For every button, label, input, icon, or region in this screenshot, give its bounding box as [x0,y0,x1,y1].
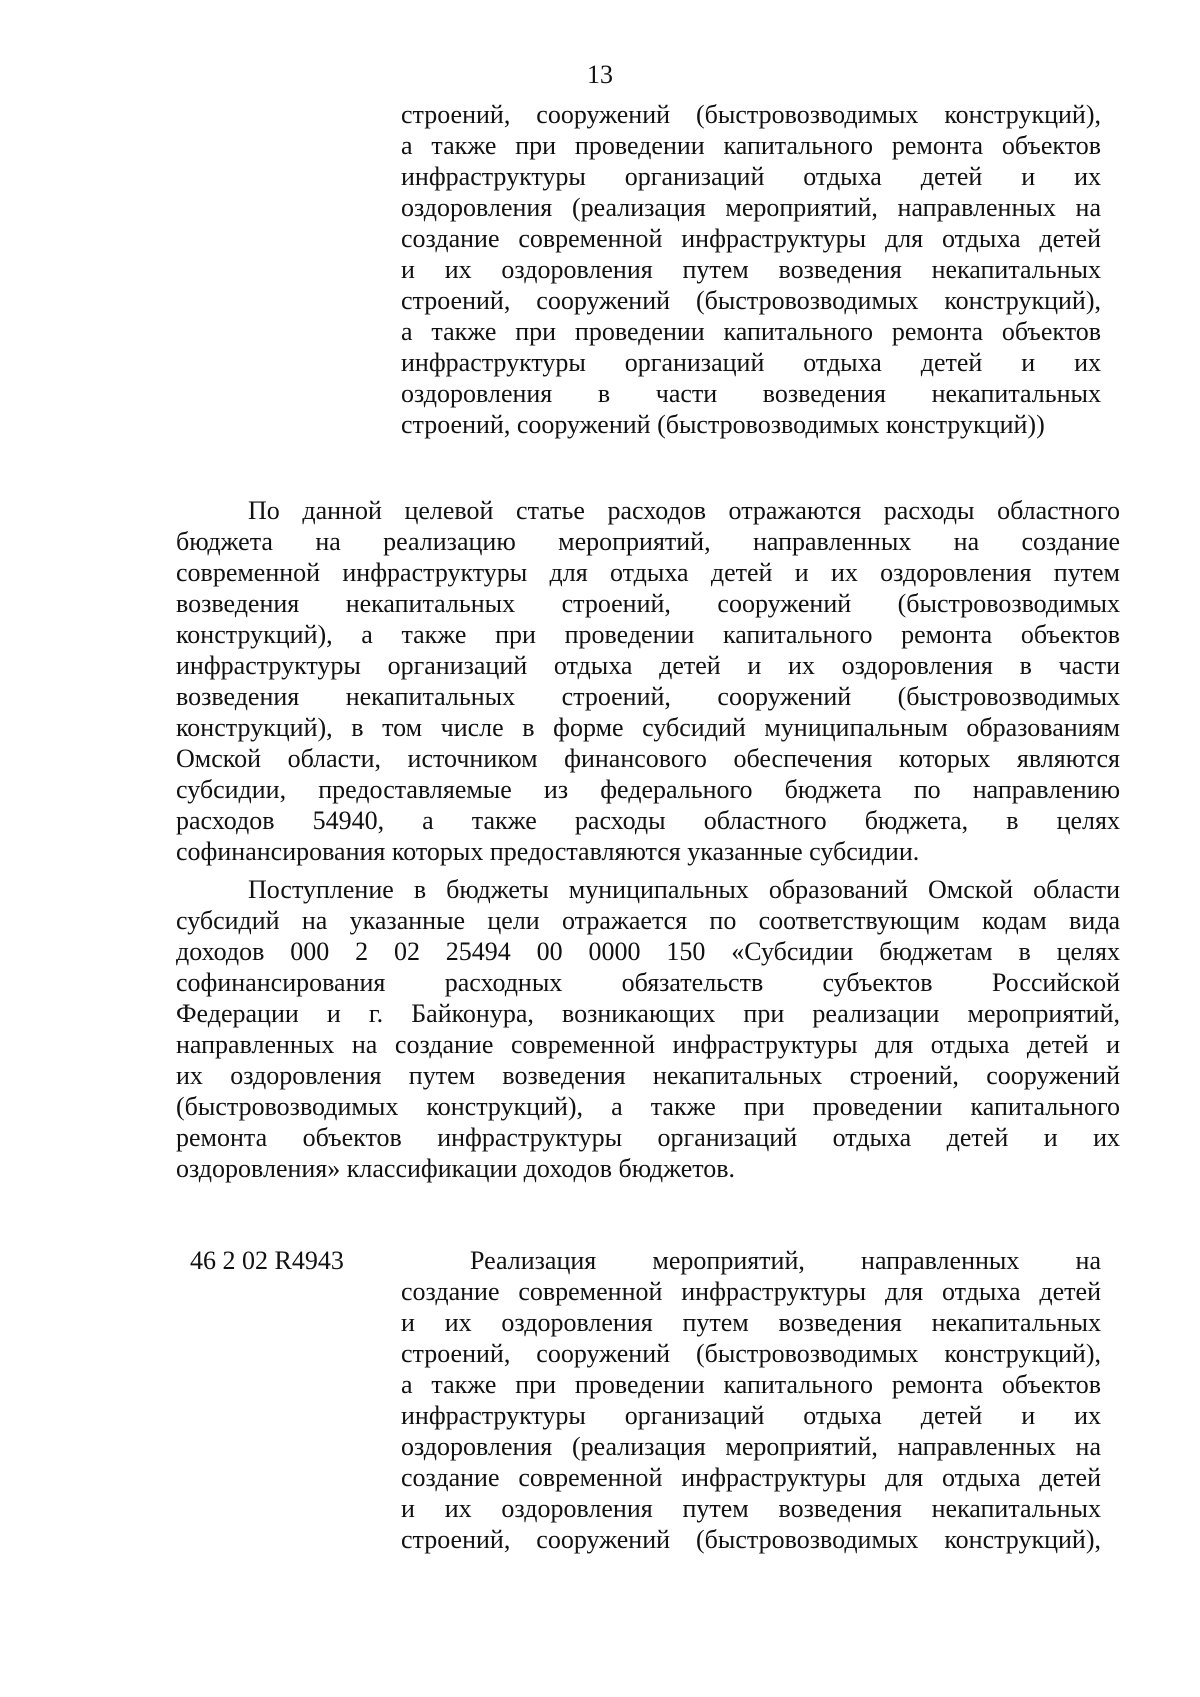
block1-line: и их оздоровления путем возведения некапитальных [401,255,1101,284]
block1-line: инфраструктуры организаций отдыха детей и их [401,348,1101,377]
paragraph1-line: инфраструктуры организаций отдыха детей и их оздоровления в части [176,651,1120,680]
block1-line: строений, сооружений (быстровозводимых конструкций), [401,286,1101,315]
entry2-line: строений, сооружений (быстровозводимых конструкций), [401,1339,1101,1368]
paragraph1-line: бюджета на реализацию мероприятий, направленных на создание [176,527,1120,556]
block1-line: создание современной инфраструктуры для отдыха детей [401,224,1101,253]
entry2-line: и их оздоровления путем возведения некапитальных [401,1494,1101,1523]
entry2-line: инфраструктуры организаций отдыха детей и их [401,1401,1101,1430]
block1-line: строений, сооружений (быстровозводимых конструкций), [401,100,1101,129]
paragraph2-line: их оздоровления путем возведения некапитальных строений, сооружений [176,1061,1120,1090]
page-number: 13 [587,60,613,89]
paragraph2-line: софинансирования расходных обязательств субъектов Российской [176,968,1120,997]
block1-line: строений, сооружений (быстровозводимых конструкций)) [401,410,1045,439]
paragraph1-line: современной инфраструктуры для отдыха детей и их оздоровления путем [176,558,1120,587]
paragraph2-line: субсидий на указанные цели отражается по соответствующим кодам вида [176,906,1120,935]
paragraph1-line: возведения некапитальных строений, сооружений (быстровозводимых [176,589,1120,618]
paragraph1-line: возведения некапитальных строений, сооружений (быстровозводимых [176,682,1120,711]
entry2-line: оздоровления (реализация мероприятий, направленных на [401,1432,1101,1461]
entry2-line: строений, сооружений (быстровозводимых конструкций), [401,1525,1101,1554]
paragraph1-line: софинансирования которых предоставляются указанные субсидии. [176,837,920,866]
block1-line: а также при проведении капитального ремонта объектов [401,317,1101,346]
paragraph1-line: конструкций), в том числе в форме субсидий муниципальным образованиям [176,713,1120,742]
entry2-line: создание современной инфраструктуры для отдыха детей [401,1277,1101,1306]
entry2-line: и их оздоровления путем возведения некапитальных [401,1308,1101,1337]
paragraph1-line: По данной целевой статье расходов отражаются расходы областного [248,496,1120,525]
paragraph2-line: оздоровления» классификации доходов бюджетов. [176,1154,736,1183]
paragraph1-line: субсидии, предоставляемые из федерального бюджета по направлению [176,775,1120,804]
budget-code: 46 2 02 R4943 [190,1246,344,1275]
entry2-first-line: Реализация мероприятий, направленных на [470,1246,1101,1275]
paragraph2-line: Поступление в бюджеты муниципальных образований Омской области [248,875,1120,904]
paragraph1-line: конструкций), а также при проведении капитального ремонта объектов [176,620,1120,649]
paragraph2-line: Федерации и г. Байконура, возникающих при реализации мероприятий, [176,999,1120,1028]
paragraph2-line: ремонта объектов инфраструктуры организаций отдыха детей и их [176,1123,1120,1152]
paragraph1-line: расходов 54940, а также расходы областного бюджета, в целях [176,806,1120,835]
entry2-line: а также при проведении капитального ремонта объектов [401,1370,1101,1399]
block1-line: оздоровления в части возведения некапитальных [401,379,1101,408]
block1-line: инфраструктуры организаций отдыха детей и их [401,162,1101,191]
block1-line: а также при проведении капитального ремонта объектов [401,131,1101,160]
paragraph1-line: Омской области, источником финансового обеспечения которых являются [176,744,1120,773]
paragraph2-line: направленных на создание современной инфраструктуры для отдыха детей и [176,1030,1120,1059]
entry2-line: создание современной инфраструктуры для отдыха детей [401,1463,1101,1492]
paragraph2-line: (быстровозводимых конструкций), а также при проведении капитального [176,1092,1120,1121]
block1-line: оздоровления (реализация мероприятий, направленных на [401,193,1101,222]
paragraph2-line: доходов 000 2 02 25494 00 0000 150 «Субсидии бюджетам в целях [176,937,1120,966]
